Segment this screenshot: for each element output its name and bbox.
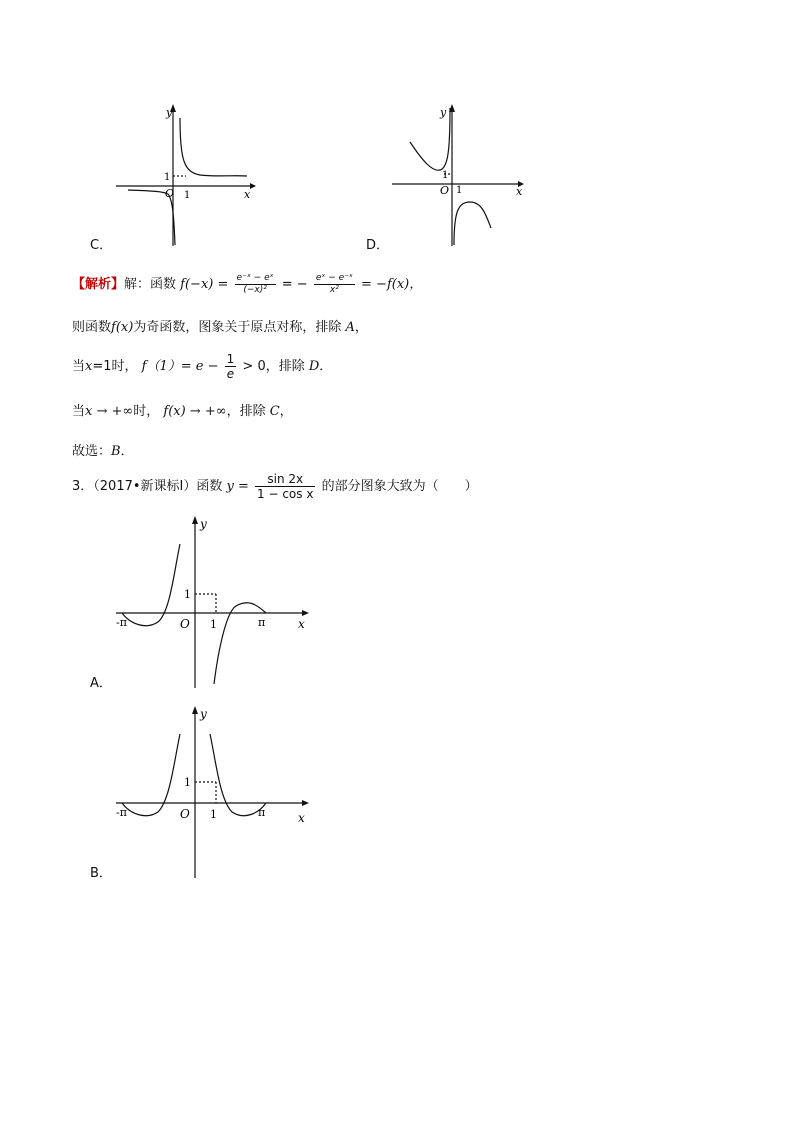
curve-right: [214, 603, 266, 684]
analysis-lead: 解：函数: [124, 277, 177, 292]
origin-label: O: [440, 184, 450, 197]
analysis-line-4: [72, 404, 293, 420]
option-c-label: C．: [90, 238, 113, 253]
line4-b: 时，: [133, 404, 160, 419]
graph-c: [110, 100, 260, 250]
axis-label-x: x: [298, 617, 305, 631]
fraction-2-num: eˣ − e⁻ˣ: [315, 273, 353, 283]
tick-label-y1: 1: [184, 588, 191, 601]
tick-label-x1: 1: [210, 618, 217, 631]
axis-label-y: y: [440, 106, 447, 119]
tick-label-x1: 1: [210, 808, 217, 821]
q3-fraction: [255, 472, 315, 501]
line3-x: x: [85, 359, 93, 374]
q3-fraction-num: sin 2x: [255, 472, 315, 487]
line4-x: x → +∞: [85, 404, 134, 419]
line2-a: 则函数: [72, 320, 112, 335]
line3-c: > 0，排除: [242, 359, 305, 374]
line2-A: A: [345, 320, 355, 335]
y-arrow: [192, 706, 198, 714]
fraction-2-den: x²: [329, 285, 339, 295]
eq-end: = −f(x)，: [361, 277, 423, 292]
line3-b: =1时，: [92, 359, 138, 374]
tick-label-x1: 1: [456, 185, 463, 196]
line4-d: ，: [279, 404, 293, 419]
axis-label-x: x: [244, 188, 251, 201]
line4-C: C: [269, 404, 280, 419]
line3-D: D: [308, 359, 320, 374]
option-d-label: D．: [366, 238, 390, 253]
q3-prefix: 3．（2017•新课标Ⅰ）函数: [72, 479, 223, 494]
line5-b: ．: [120, 444, 134, 459]
axis-label-y: y: [166, 106, 173, 119]
fraction-3-num: 1: [226, 352, 235, 366]
line2-fx: f(x): [111, 320, 134, 335]
analysis-tag: 【解析】: [72, 277, 125, 292]
option-b-label: B．: [90, 866, 112, 881]
q3-suffix: 的部分图象大致为（ ）: [321, 479, 478, 494]
q3-fraction-den: 1 − cos x: [257, 487, 314, 501]
origin-label: O: [180, 807, 190, 821]
axis-label-y: y: [200, 517, 207, 531]
x-arrow: [302, 610, 309, 616]
x-arrow: [250, 183, 256, 189]
line4-c: ，排除: [226, 404, 266, 419]
analysis-line-3: [72, 352, 332, 382]
tick-label-x1: 1: [184, 190, 191, 201]
fraction-3-den: e: [226, 367, 235, 381]
curve-right: [180, 118, 247, 176]
fraction-1: [235, 273, 276, 296]
tick-label-y1: 1: [164, 172, 171, 183]
axis-label-x: x: [516, 185, 523, 198]
y-arrow: [192, 516, 198, 524]
line4-a: 当: [72, 404, 86, 419]
axis-label-x: x: [298, 811, 305, 825]
line5-B: B: [111, 444, 121, 459]
tick-label-pi: π: [258, 616, 266, 629]
x-arrow: [302, 800, 309, 806]
line3-f: f（1）= e −: [141, 359, 219, 374]
line5-a: 故选：: [72, 444, 112, 459]
line2-b: 为奇函数，图象关于原点对称，排除: [133, 320, 342, 335]
option-a-label: A．: [90, 676, 112, 691]
line4-f: f(x) → +∞: [163, 404, 227, 419]
fraction-1-over-e: [225, 352, 237, 381]
graph-b: [110, 702, 320, 880]
line3-d: ．: [319, 359, 333, 374]
tick-label-y1: 1: [184, 776, 191, 789]
tick-label-pi: π: [258, 806, 266, 819]
fraction-1-num: e⁻ˣ − eˣ: [236, 273, 274, 283]
tick-label-neg-pi: -π: [116, 616, 127, 629]
curve-right: [454, 202, 491, 245]
line2-c: ，: [354, 320, 368, 335]
fraction-2: [314, 273, 355, 296]
fraction-1-den: (−x)²: [243, 285, 267, 295]
q3-y-eq: y =: [226, 479, 249, 494]
eq-minus: = −: [281, 277, 308, 292]
analysis-line-5: [72, 444, 134, 460]
origin-label: O: [165, 187, 175, 200]
graph-a: [110, 512, 320, 690]
f-negx: f(−x) =: [180, 277, 229, 292]
graph-d: [386, 100, 536, 250]
axis-label-y: y: [200, 707, 207, 721]
line3-a: 当: [72, 359, 86, 374]
origin-label: O: [180, 617, 190, 631]
tick-label-neg-pi: -π: [116, 806, 127, 819]
question-3: [72, 472, 478, 502]
analysis-line-1: [72, 272, 422, 298]
analysis-line-2: [72, 320, 368, 336]
tick-label-y1: 1: [442, 170, 449, 181]
